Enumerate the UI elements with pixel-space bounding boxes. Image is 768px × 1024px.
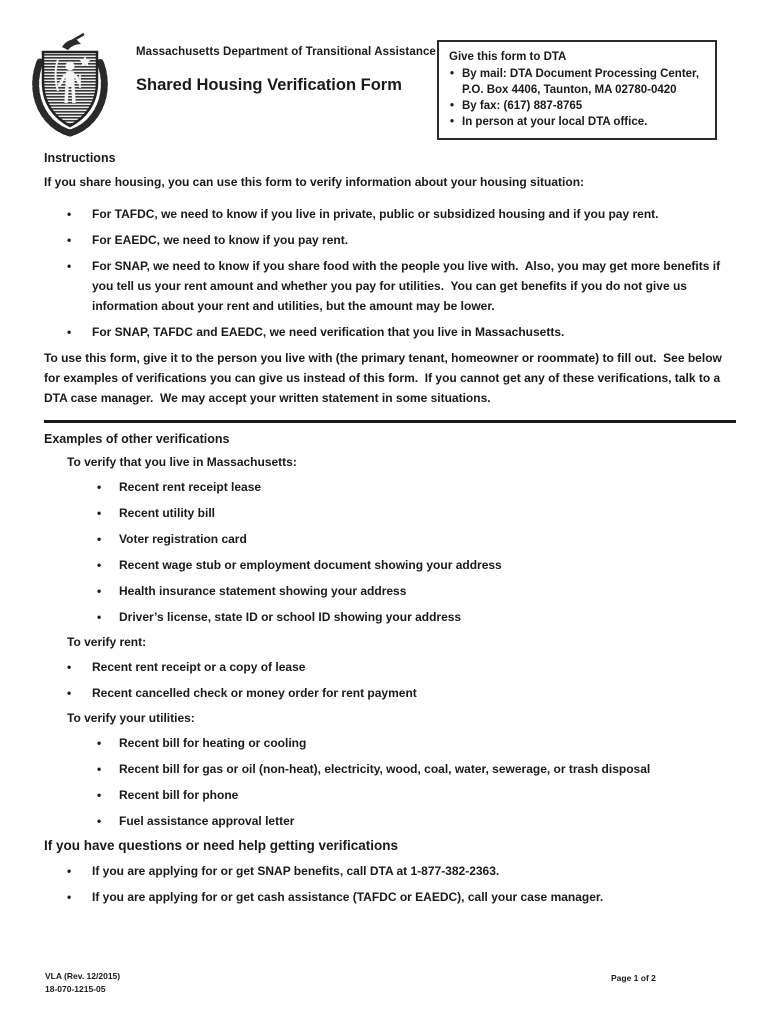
instruction-bullet-snap: • For SNAP, we need to know if you share food with the people you live with. Also, you may get more benefits if you tell us your rent amount and whether you pay for utilities. You can get benefits if you do not give us information about your rent and utilities, but the amount may be lower. (65, 256, 736, 316)
verification-item: • Fuel assistance approval letter (95, 811, 736, 831)
verification-item: • Recent rent receipt lease (95, 477, 736, 497)
question-bullet-cash: • If you are applying for or get cash assistance (TAFDC or EAEDC), call your case manager. (65, 887, 736, 907)
verify-rent-list (65, 657, 736, 703)
examples-heading: Examples of other verifications (44, 432, 230, 446)
give-form-box-item-mail: • By mail: DTA Document Processing Center, P.O. Box 4406, Taunton, MA 02780-0420 (449, 66, 706, 98)
massachusetts-seal-icon (28, 30, 112, 138)
verification-item: • Health insurance statement showing your address (95, 581, 736, 601)
verification-item: • Voter registration card (95, 529, 736, 549)
verify-rent-subheading: To verify rent: (67, 635, 147, 649)
instructions-list (65, 204, 736, 342)
questions-list (65, 861, 736, 907)
form-title: Shared Housing Verification Form (136, 76, 402, 94)
verification-item: • Recent wage stub or employment document showing your address (95, 555, 736, 575)
question-bullet-snap: • If you are applying for or get SNAP benefits, call DTA at 1-877-382-2363. (65, 861, 736, 881)
verification-item: • Recent bill for heating or cooling (95, 733, 736, 753)
verification-item: • Recent cancelled check or money order for rent payment (65, 683, 736, 703)
verify-utilities-list (95, 733, 736, 831)
section-divider (44, 420, 736, 423)
verify-utilities-subheading: To verify your utilities: (67, 711, 195, 725)
verification-item: • Recent rent receipt or a copy of lease (65, 657, 736, 677)
instructions-closing: To use this form, give it to the person you live with (the primary tenant, homeowner or roommate) to fill out. See below for examples of verifications you can give us instead of this form. If you cannot get any of these verifications, talk to a DTA case manager. We may accept your written statement in some situations. (44, 351, 726, 405)
verification-item: • Driver’s license, state ID or school ID showing your address (95, 607, 736, 627)
department-name: Massachusetts Department of Transitional Assistance (136, 46, 436, 58)
instructions-heading: Instructions (44, 151, 116, 165)
footer-page-number: Page 1 of 2 (611, 973, 656, 983)
verify-residency-list (95, 477, 736, 627)
footer-doc-code: 18-070-1215-05 (45, 984, 106, 994)
give-form-box-list (449, 66, 706, 130)
verification-item: • Recent utility bill (95, 503, 736, 523)
instructions-intro: If you share housing, you can use this form to verify information about your housing situation: (44, 175, 585, 189)
questions-heading: If you have questions or need help getting verifications (44, 838, 399, 853)
give-form-box-item-in-person: • In person at your local DTA office. (449, 114, 706, 130)
document-body (44, 150, 736, 913)
footer-form-codes (45, 970, 120, 996)
give-form-box (437, 40, 717, 140)
instruction-bullet-eaedc: • For EAEDC, we need to know if you pay rent. (65, 230, 736, 250)
instruction-bullet-tafdc: • For TAFDC, we need to know if you live in private, public or subsidized housing and if you pay rent. (65, 204, 736, 224)
verify-residency-subheading: To verify that you live in Massachusetts: (67, 455, 297, 469)
give-form-box-item-fax: • By fax: (617) 887-8765 (449, 98, 706, 114)
verification-item: • Recent bill for gas or oil (non-heat), electricity, wood, coal, water, sewerage, or trash disposal (95, 759, 736, 779)
footer-form-number: VLA (Rev. 12/2015) (45, 971, 121, 981)
verification-item: • Recent bill for phone (95, 785, 736, 805)
instruction-bullet-residency: • For SNAP, TAFDC and EAEDC, we need verification that you live in Massachusetts. (65, 322, 736, 342)
give-form-box-title: Give this form to DTA (449, 51, 567, 63)
